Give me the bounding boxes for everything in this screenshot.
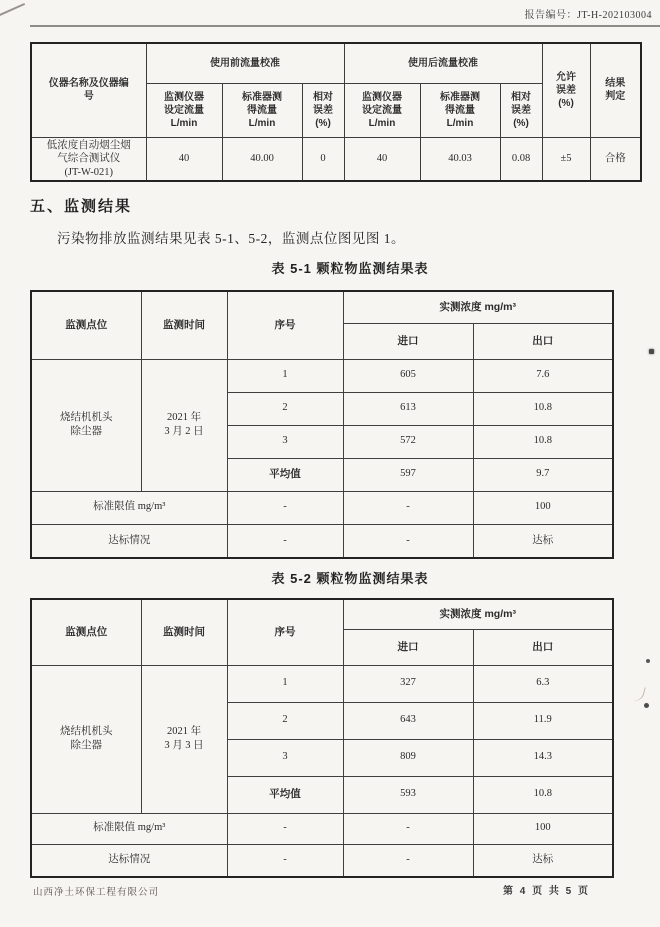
col-seq-header: 序号 xyxy=(227,599,343,665)
col-instrument-header xyxy=(31,43,146,137)
cell-outlet: 9.7 xyxy=(473,458,613,491)
rel-error-line: 误差 xyxy=(511,104,531,116)
cell-outlet: 11.9 xyxy=(473,702,613,739)
cell-inlet: 597 xyxy=(343,458,473,491)
result-header-line: 判定 xyxy=(605,91,626,103)
cell-date xyxy=(141,665,227,813)
allowed-error-line: (%) xyxy=(558,97,574,109)
after-set-flow-header xyxy=(344,83,420,137)
header-divider-line xyxy=(30,25,660,27)
rel-error-line: 相对 xyxy=(511,91,531,103)
cell-site xyxy=(31,665,141,813)
scan-pen-squiggle xyxy=(632,685,646,703)
scan-smudge xyxy=(644,703,649,708)
cell-date xyxy=(141,359,227,491)
instrument-name-line: 气综合测试仪 xyxy=(57,153,121,165)
cell-outlet: 6.3 xyxy=(473,665,613,702)
std-flow-line: 得流量 xyxy=(445,104,475,116)
attainment-row xyxy=(31,524,613,558)
cell-outlet: 10.8 xyxy=(473,425,613,458)
footer-page-number: 第 4 页 共 5 页 xyxy=(503,886,591,897)
cell-inlet: 593 xyxy=(343,776,473,813)
col-time-header: 监测时间 xyxy=(141,291,227,359)
attainment-outlet: 达标 xyxy=(473,844,613,877)
rel-error-line: 相对 xyxy=(313,91,333,103)
group-before-use-header: 使用前流量校准 xyxy=(146,43,344,83)
rel-error-line: (%) xyxy=(513,117,529,129)
header-row-1 xyxy=(31,599,613,629)
col-outlet-header: 出口 xyxy=(473,629,613,665)
instrument-header-line: 号 xyxy=(83,91,94,103)
cell-site xyxy=(31,359,141,491)
col-inlet-header: 进口 xyxy=(343,323,473,359)
cell-before-set: 40 xyxy=(146,137,222,181)
cell-instrument-name xyxy=(31,137,146,181)
footer-company-name: 山西净土环保工程有限公司 xyxy=(33,888,160,898)
report-number: 报告编号：JT-H-202103004 xyxy=(524,10,652,21)
allowed-error-line: 误差 xyxy=(556,84,576,96)
cell-inlet: 572 xyxy=(343,425,473,458)
calibration-table xyxy=(30,42,642,182)
set-flow-line: L/min xyxy=(368,117,396,129)
cell-before-rel: 0 xyxy=(302,137,344,181)
table-5-1 xyxy=(30,290,614,559)
cell-inlet: 327 xyxy=(343,665,473,702)
std-flow-line: 标准器测 xyxy=(242,91,282,103)
col-site-header: 监测点位 xyxy=(31,599,141,665)
group-after-use-header: 使用后流量校准 xyxy=(344,43,542,83)
std-flow-line: 得流量 xyxy=(247,104,277,116)
cell-inlet: 643 xyxy=(343,702,473,739)
cell-seq: 2 xyxy=(227,392,343,425)
before-rel-error-header xyxy=(302,83,344,137)
table-5-2 xyxy=(30,598,614,878)
set-flow-line: 设定流量 xyxy=(362,104,402,116)
std-flow-line: 标准器测 xyxy=(440,91,480,103)
cell-seq: 2 xyxy=(227,702,343,739)
cell-after-rel: 0.08 xyxy=(500,137,542,181)
attainment-inlet: - xyxy=(343,844,473,877)
after-std-flow-header xyxy=(420,83,500,137)
result-header-line: 结果 xyxy=(605,78,626,90)
cell-seq: 3 xyxy=(227,425,343,458)
cell-after-set: 40 xyxy=(344,137,420,181)
cell-average-label: 平均值 xyxy=(227,776,343,813)
attainment-inlet: - xyxy=(343,524,473,558)
data-row xyxy=(31,359,613,392)
allowed-error-line: 允许 xyxy=(556,71,576,83)
site-line: 除尘器 xyxy=(70,740,102,751)
cell-outlet: 10.8 xyxy=(473,392,613,425)
instrument-name-line: 低浓度自动烟尘烟 xyxy=(46,139,131,151)
set-flow-line: 监测仪器 xyxy=(362,91,402,103)
rel-error-line: (%) xyxy=(315,117,331,129)
col-seq-header: 序号 xyxy=(227,291,343,359)
rel-error-line: 误差 xyxy=(313,104,333,116)
set-flow-line: 设定流量 xyxy=(164,104,204,116)
after-rel-error-header xyxy=(500,83,542,137)
cell-seq: 1 xyxy=(227,359,343,392)
limit-label: 标准限值 mg/m³ xyxy=(31,813,227,844)
limit-row xyxy=(31,813,613,844)
attainment-label: 达标情况 xyxy=(31,524,227,558)
calibration-header-row-1 xyxy=(31,43,641,83)
col-concentration-header: 实测浓度 mg/m³ xyxy=(343,291,613,323)
date-line: 2021 年 xyxy=(166,411,202,423)
attainment-label: 达标情况 xyxy=(31,844,227,877)
col-concentration-header: 实测浓度 mg/m³ xyxy=(343,599,613,629)
site-line: 除尘器 xyxy=(70,426,102,437)
header-row-1 xyxy=(31,291,613,323)
table-5-1-caption: 表 5-1 颗粒物监测结果表 xyxy=(271,261,429,276)
cell-seq: 1 xyxy=(227,665,343,702)
section-heading: 五、监测结果 xyxy=(30,198,133,215)
cell-result: 合格 xyxy=(590,137,641,181)
col-allowed-error-header xyxy=(542,43,590,137)
col-inlet-header: 进口 xyxy=(343,629,473,665)
cell-inlet: 613 xyxy=(343,392,473,425)
scan-smudge xyxy=(646,659,650,663)
std-flow-line: L/min xyxy=(248,117,276,129)
cell-outlet: 14.3 xyxy=(473,739,613,776)
cell-average-label: 平均值 xyxy=(227,458,343,491)
cell-inlet: 605 xyxy=(343,359,473,392)
date-line: 3 月 3 日 xyxy=(164,740,204,751)
attainment-seq: - xyxy=(227,844,343,877)
set-flow-line: L/min xyxy=(170,117,198,129)
col-site-header: 监测点位 xyxy=(31,291,141,359)
date-line: 2021 年 xyxy=(166,725,202,737)
instrument-name-line: (JT-W-021) xyxy=(64,166,114,178)
col-time-header: 监测时间 xyxy=(141,599,227,665)
limit-outlet: 100 xyxy=(473,491,613,524)
site-line: 烧结机机头 xyxy=(60,411,113,423)
section-paragraph: 污染物排放监测结果见表 5-1、5-2，监测点位图见图 1。 xyxy=(57,231,405,246)
before-std-flow-header xyxy=(222,83,302,137)
cell-before-std: 40.00 xyxy=(222,137,302,181)
scan-smudge xyxy=(649,349,654,354)
limit-seq: - xyxy=(227,491,343,524)
limit-outlet: 100 xyxy=(473,813,613,844)
cell-seq: 3 xyxy=(227,739,343,776)
before-set-flow-header xyxy=(146,83,222,137)
calibration-data-row xyxy=(31,137,641,181)
cell-inlet: 809 xyxy=(343,739,473,776)
col-outlet-header: 出口 xyxy=(473,323,613,359)
cell-outlet: 10.8 xyxy=(473,776,613,813)
data-row xyxy=(31,665,613,702)
cell-after-std: 40.03 xyxy=(420,137,500,181)
table-5-2-caption: 表 5-2 颗粒物监测结果表 xyxy=(271,571,429,586)
std-flow-line: L/min xyxy=(446,117,474,129)
attainment-seq: - xyxy=(227,524,343,558)
limit-inlet: - xyxy=(343,491,473,524)
col-result-header xyxy=(590,43,641,137)
limit-row xyxy=(31,491,613,524)
attainment-row xyxy=(31,844,613,877)
limit-seq: - xyxy=(227,813,343,844)
limit-inlet: - xyxy=(343,813,473,844)
attainment-outlet: 达标 xyxy=(473,524,613,558)
cell-outlet: 7.6 xyxy=(473,359,613,392)
instrument-header-line: 仪器名称及仪器编 xyxy=(48,78,129,90)
site-line: 烧结机机头 xyxy=(60,725,113,737)
set-flow-line: 监测仪器 xyxy=(164,91,204,103)
limit-label: 标准限值 mg/m³ xyxy=(31,491,227,524)
date-line: 3 月 2 日 xyxy=(164,426,204,437)
cell-allowed-error: ±5 xyxy=(542,137,590,181)
corner-fold-mark xyxy=(0,3,25,17)
